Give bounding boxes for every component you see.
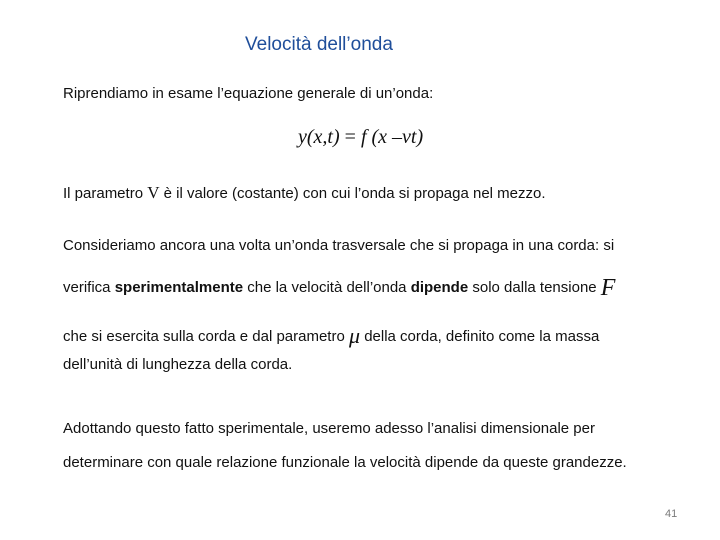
wave-equation: [298, 126, 423, 149]
paragraph-line-2: [63, 272, 615, 299]
page-number: 41: [665, 508, 678, 520]
eq-y: y: [298, 126, 307, 148]
intro-line: Riprendiamo in esame l’equazione generale di un’onda:: [63, 85, 434, 102]
eq-equals: =: [339, 126, 361, 148]
p2-text-c: solo dalla tensione: [468, 279, 601, 296]
eq-rhs: (x –vt): [366, 126, 424, 148]
mu-symbol: μ: [348, 323, 361, 348]
param-text-a: Il parametro: [63, 185, 148, 202]
p3-text-b: della corda, definito come la massa: [360, 328, 600, 345]
p2-bold-dipende: dipende: [410, 279, 469, 296]
eq-f: f: [360, 126, 367, 148]
p3-text-a: che si esercita sulla corda e dal parametro: [63, 328, 349, 345]
eq-args: (x,t): [306, 126, 340, 148]
p2-text-b: che la velocità dell’onda: [243, 279, 411, 296]
closing-line-1: Adottando questo fatto sperimentale, useremo adesso l’analisi dimensionale per: [63, 420, 595, 437]
p2-bold-sperimentalmente: sperimentalmente: [114, 279, 244, 296]
tension-symbol-f: F: [600, 275, 616, 301]
param-text-b: è il valore (costante) con cui l’onda si propaga nel mezzo.: [159, 185, 546, 202]
paragraph-line-4: dell’unità di lunghezza della corda.: [63, 356, 293, 373]
slide-title: Velocità dell’onda: [245, 34, 393, 55]
closing-line-2: determinare con quale relazione funzionale la velocità dipende da queste grandezze.: [63, 454, 627, 471]
paragraph-line-3: [63, 321, 599, 347]
p2-text-a: verifica: [63, 279, 115, 296]
parameter-v-line: [63, 183, 546, 203]
paragraph-line-1: Consideriamo ancora una volta un’onda trasversale che si propaga in una corda: si: [63, 237, 615, 254]
param-v-symbol: V: [147, 183, 160, 202]
